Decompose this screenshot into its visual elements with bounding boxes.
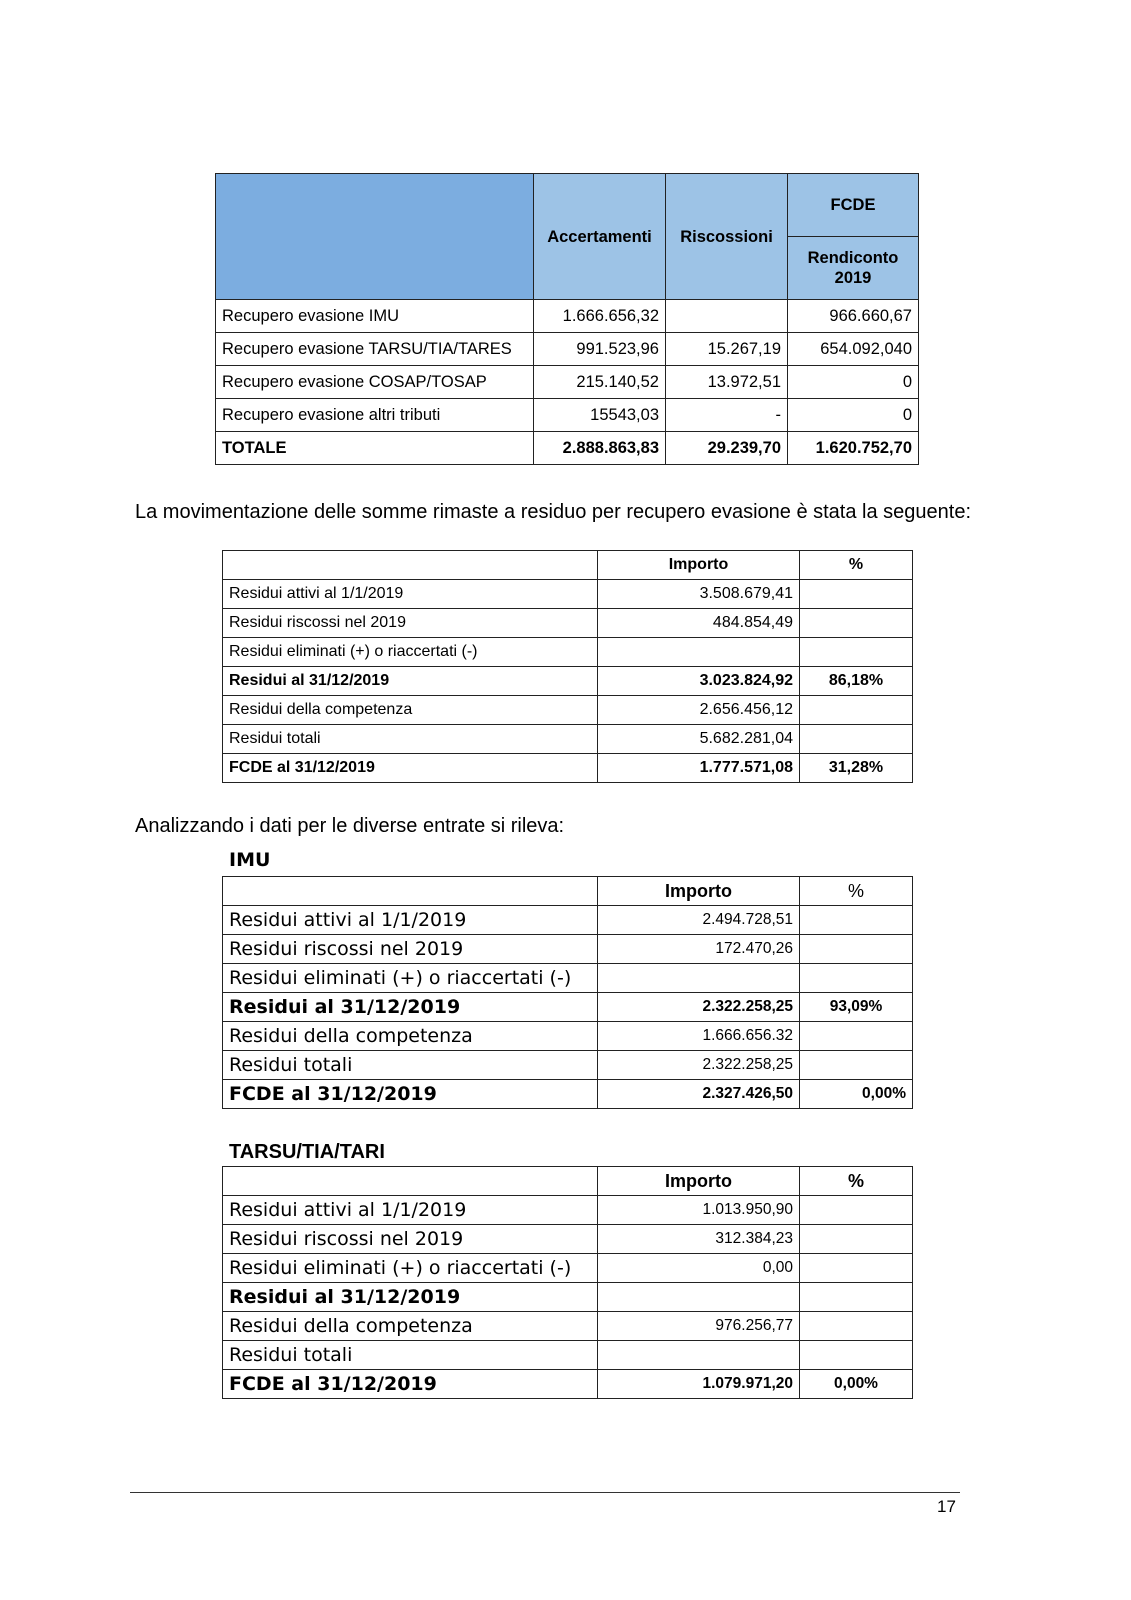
imu-section-title: IMU — [229, 849, 271, 871]
importo-value — [598, 964, 800, 993]
table-row — [216, 333, 919, 366]
accertamenti-value: 215.140,52 — [534, 366, 666, 399]
percent-value: 0,00% — [800, 1080, 913, 1109]
row-label: Residui attivi al 1/1/2019 — [223, 1196, 598, 1225]
imu-table — [222, 876, 913, 1109]
fcde-value: 654.092,040 — [788, 333, 919, 366]
fcde-value: 0 — [788, 399, 919, 432]
percent-value — [800, 580, 913, 609]
percent-value — [800, 638, 913, 667]
importo-value: 2.322.258,25 — [598, 993, 800, 1022]
percent-value — [800, 1312, 913, 1341]
row-label: Residui eliminati (+) o riaccertati (-) — [223, 638, 598, 667]
row-label: Residui della competenza — [223, 1022, 598, 1051]
table-row — [223, 1196, 913, 1225]
row-label: FCDE al 31/12/2019 — [223, 1080, 598, 1109]
row-label: Residui della competenza — [223, 696, 598, 725]
percent-value — [800, 696, 913, 725]
importo-value — [598, 638, 800, 667]
table-row — [223, 638, 913, 667]
importo-value: 312.384,23 — [598, 1225, 800, 1254]
row-label: Residui al 31/12/2019 — [223, 667, 598, 696]
row-label: Residui eliminati (+) o riaccertati (-) — [223, 1254, 598, 1283]
table-row — [223, 609, 913, 638]
table-row — [223, 964, 913, 993]
total-label: TOTALE — [216, 432, 534, 465]
table-row — [223, 667, 913, 696]
table-row — [223, 1341, 913, 1370]
analisi-paragraph: Analizzando i dati per le diverse entrate si rileva: — [135, 815, 565, 837]
table-row — [223, 1225, 913, 1254]
row-label: FCDE al 31/12/2019 — [223, 754, 598, 783]
importo-value: 2.656.456,12 — [598, 696, 800, 725]
importo-value — [598, 1341, 800, 1370]
row-label: Residui attivi al 1/1/2019 — [223, 906, 598, 935]
fcde-value: 0 — [788, 366, 919, 399]
accertamenti-value: 1.666.656,32 — [534, 300, 666, 333]
percent-value — [800, 935, 913, 964]
percent-value — [800, 1283, 913, 1312]
row-label: Recupero evasione altri tributi — [216, 399, 534, 432]
recupero-evasione-table — [215, 173, 919, 465]
row-label: Residui eliminati (+) o riaccertati (-) — [223, 964, 598, 993]
percent-value — [800, 1225, 913, 1254]
table-row — [216, 366, 919, 399]
importo-value: 976.256,77 — [598, 1312, 800, 1341]
header-importo: Importo — [598, 877, 800, 906]
table-row — [223, 580, 913, 609]
row-label: Residui della competenza — [223, 1312, 598, 1341]
page-number: 17 — [937, 1497, 956, 1516]
header-accertamenti: Accertamenti — [534, 174, 666, 300]
importo-value: 1.777.571,08 — [598, 754, 800, 783]
row-label: Residui totali — [223, 1341, 598, 1370]
row-label: Residui riscossi nel 2019 — [223, 935, 598, 964]
importo-value: 2.327.426,50 — [598, 1080, 800, 1109]
table-row — [223, 1080, 913, 1109]
table-row — [223, 1254, 913, 1283]
percent-value: 0,00% — [800, 1370, 913, 1399]
percent-value — [800, 906, 913, 935]
riscossioni-value: - — [666, 399, 788, 432]
table-header-row — [223, 551, 913, 580]
tarsu-table — [222, 1166, 913, 1399]
table-row — [223, 696, 913, 725]
importo-value: 0,00 — [598, 1254, 800, 1283]
importo-value: 3.508.679,41 — [598, 580, 800, 609]
importo-value: 1.013.950,90 — [598, 1196, 800, 1225]
percent-value — [800, 1022, 913, 1051]
accertamenti-value: 15543,03 — [534, 399, 666, 432]
riscossioni-value — [666, 300, 788, 333]
percent-value — [800, 1196, 913, 1225]
row-label: Recupero evasione COSAP/TOSAP — [216, 366, 534, 399]
header-percent: % — [800, 877, 913, 906]
table-row — [223, 754, 913, 783]
row-label: Residui al 31/12/2019 — [223, 993, 598, 1022]
importo-value: 1.079.971,20 — [598, 1370, 800, 1399]
row-label: Recupero evasione TARSU/TIA/TARES — [216, 333, 534, 366]
table-row — [223, 1370, 913, 1399]
row-label: Residui totali — [223, 1051, 598, 1080]
table-row — [223, 1022, 913, 1051]
header-importo: Importo — [598, 1167, 800, 1196]
percent-value — [800, 1341, 913, 1370]
table-row — [216, 300, 919, 333]
header-importo: Importo — [598, 551, 800, 580]
tarsu-section-title: TARSU/TIA/TARI — [229, 1141, 385, 1163]
row-label: Residui al 31/12/2019 — [223, 1283, 598, 1312]
table-row — [223, 1051, 913, 1080]
percent-value — [800, 964, 913, 993]
row-label: Residui riscossi nel 2019 — [223, 1225, 598, 1254]
importo-value: 2.494.728,51 — [598, 906, 800, 935]
row-label: Residui totali — [223, 725, 598, 754]
total-riscossioni: 29.239,70 — [666, 432, 788, 465]
table-row — [223, 725, 913, 754]
row-label: Recupero evasione IMU — [216, 300, 534, 333]
header-rendiconto: Rendiconto 2019 — [788, 237, 919, 300]
table-header-row — [223, 1167, 913, 1196]
movimentazione-residui-table — [222, 550, 913, 783]
header-percent: % — [800, 1167, 913, 1196]
row-label: Residui attivi al 1/1/2019 — [223, 580, 598, 609]
table-row — [223, 1312, 913, 1341]
percent-value — [800, 1051, 913, 1080]
header-riscossioni: Riscossioni — [666, 174, 788, 300]
table-row — [216, 399, 919, 432]
riscossioni-value: 15.267,19 — [666, 333, 788, 366]
percent-value — [800, 609, 913, 638]
footer-divider — [130, 1492, 960, 1493]
importo-value: 5.682.281,04 — [598, 725, 800, 754]
total-row — [216, 432, 919, 465]
accertamenti-value: 991.523,96 — [534, 333, 666, 366]
importo-value: 2.322.258,25 — [598, 1051, 800, 1080]
table-header-row — [223, 877, 913, 906]
table-row — [223, 993, 913, 1022]
percent-value: 86,18% — [800, 667, 913, 696]
percent-value — [800, 725, 913, 754]
header-fcde: FCDE — [788, 174, 919, 237]
row-label: FCDE al 31/12/2019 — [223, 1370, 598, 1399]
table-row — [223, 906, 913, 935]
importo-value: 3.023.824,92 — [598, 667, 800, 696]
percent-value: 93,09% — [800, 993, 913, 1022]
importo-value: 1.666.656.32 — [598, 1022, 800, 1051]
fcde-value: 966.660,67 — [788, 300, 919, 333]
percent-value: 31,28% — [800, 754, 913, 783]
total-fcde: 1.620.752,70 — [788, 432, 919, 465]
importo-value — [598, 1283, 800, 1312]
riscossioni-value: 13.972,51 — [666, 366, 788, 399]
header-empty-cell — [216, 174, 534, 300]
row-label: Residui riscossi nel 2019 — [223, 609, 598, 638]
total-accertamenti: 2.888.863,83 — [534, 432, 666, 465]
table-row — [223, 935, 913, 964]
importo-value: 172.470,26 — [598, 935, 800, 964]
header-percent: % — [800, 551, 913, 580]
table-row — [223, 1283, 913, 1312]
percent-value — [800, 1254, 913, 1283]
movimentazione-paragraph: La movimentazione delle somme rimaste a residuo per recupero evasione è stata la seguente: — [135, 501, 972, 523]
importo-value: 484.854,49 — [598, 609, 800, 638]
